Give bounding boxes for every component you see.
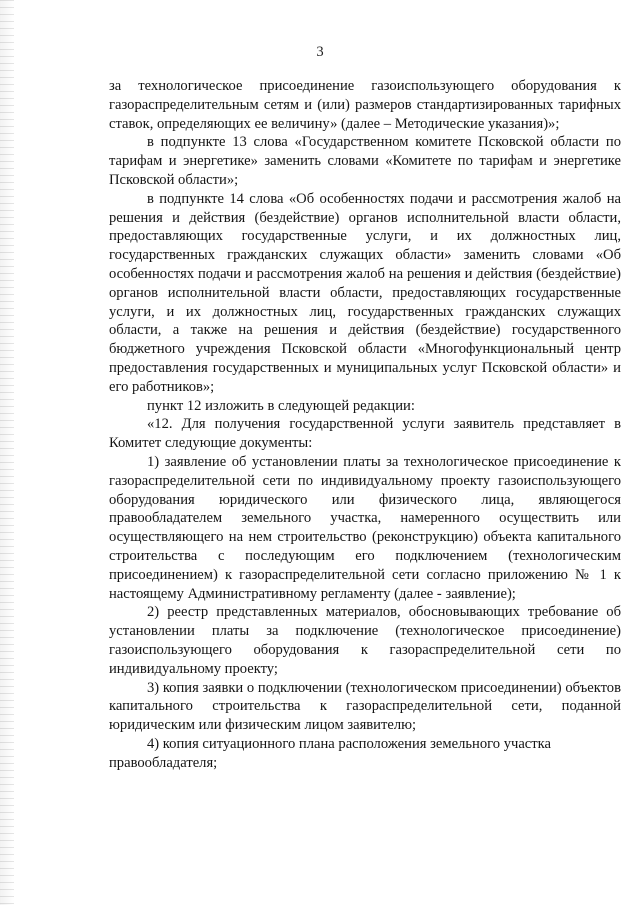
- scan-edge-marks: [0, 0, 14, 905]
- list-item-4: 4) копия ситуационного плана расположения земельного участка правообладателя;: [109, 735, 552, 771]
- list-item-2: 2) реестр представленных материалов, обосновывающих требование об установлении платы за подключение (технологическое присоединение) газоиспользующего оборудования к газораспределительной сети по индивидуальному проекту;: [109, 604, 621, 677]
- paragraph-subitem-14: в подпункте 14 слова «Об особенностях подачи и рассмотрения жалоб на решения и действия (бездействие) органов исполнительной власти области, предоставляющих государственные услуги, и их должностных лиц, государственных гражданских служащих области» заменить словами «Об особенностях подачи и рассмотрения жалоб на решения и действия (бездействие) органов исполнительной власти области, предоставляющих государственные услуги, и их должностных лиц, государственных гражданских служащих области, а также на решения и действия (бездействие) государственного бюджетного учреждения Псковской области «Многофункциональный центр предоставления государственных и муниципальных услуг Псковской области» и его работников»;: [109, 190, 621, 395]
- list-item-1: 1) заявление об установлении платы за технологическое присоединение к газораспределительной сети по индивидуальному проекту газоиспользующего оборудования юридического или физического лица, являющегося правообладателем земельного участка, намеренного осуществить или осуществляющего на нем строительство (реконструкцию) объекта капитального строительства с последующим его подключением (технологическим присоединением) к газораспределительной сети согласно приложению № 1 к настоящему Административному регламенту (далее - заявление);: [109, 453, 621, 602]
- page-number: 3: [316, 44, 324, 60]
- paragraph-continuation: за технологическое присоединение газоиспользующего оборудования к газораспределительным сетям и (или) размеров стандартизированных тарифных ставок, определяющих ее величину» (далее – Методические указания)»;: [109, 78, 621, 132]
- paragraph-item-12-intro: пункт 12 изложить в следующей редакции:: [147, 397, 415, 414]
- paragraph-item-12-quote: «12. Для получения государственной услуги заявитель представляет в Комитет следующие документы:: [109, 416, 621, 452]
- paragraph-subitem-13: в подпункте 13 слова «Государственном комитете Псковской области по тарифам и энергетике» заменить словами «Комитете по тарифам и энергетике Псковской области»;: [109, 134, 621, 188]
- document-body: [109, 77, 621, 772]
- list-item-3: 3) копия заявки о подключении (технологическом присоединении) объектов капитального строительства к газораспределительной сети, поданной юридическим или физическим лицом заявителю;: [109, 679, 621, 734]
